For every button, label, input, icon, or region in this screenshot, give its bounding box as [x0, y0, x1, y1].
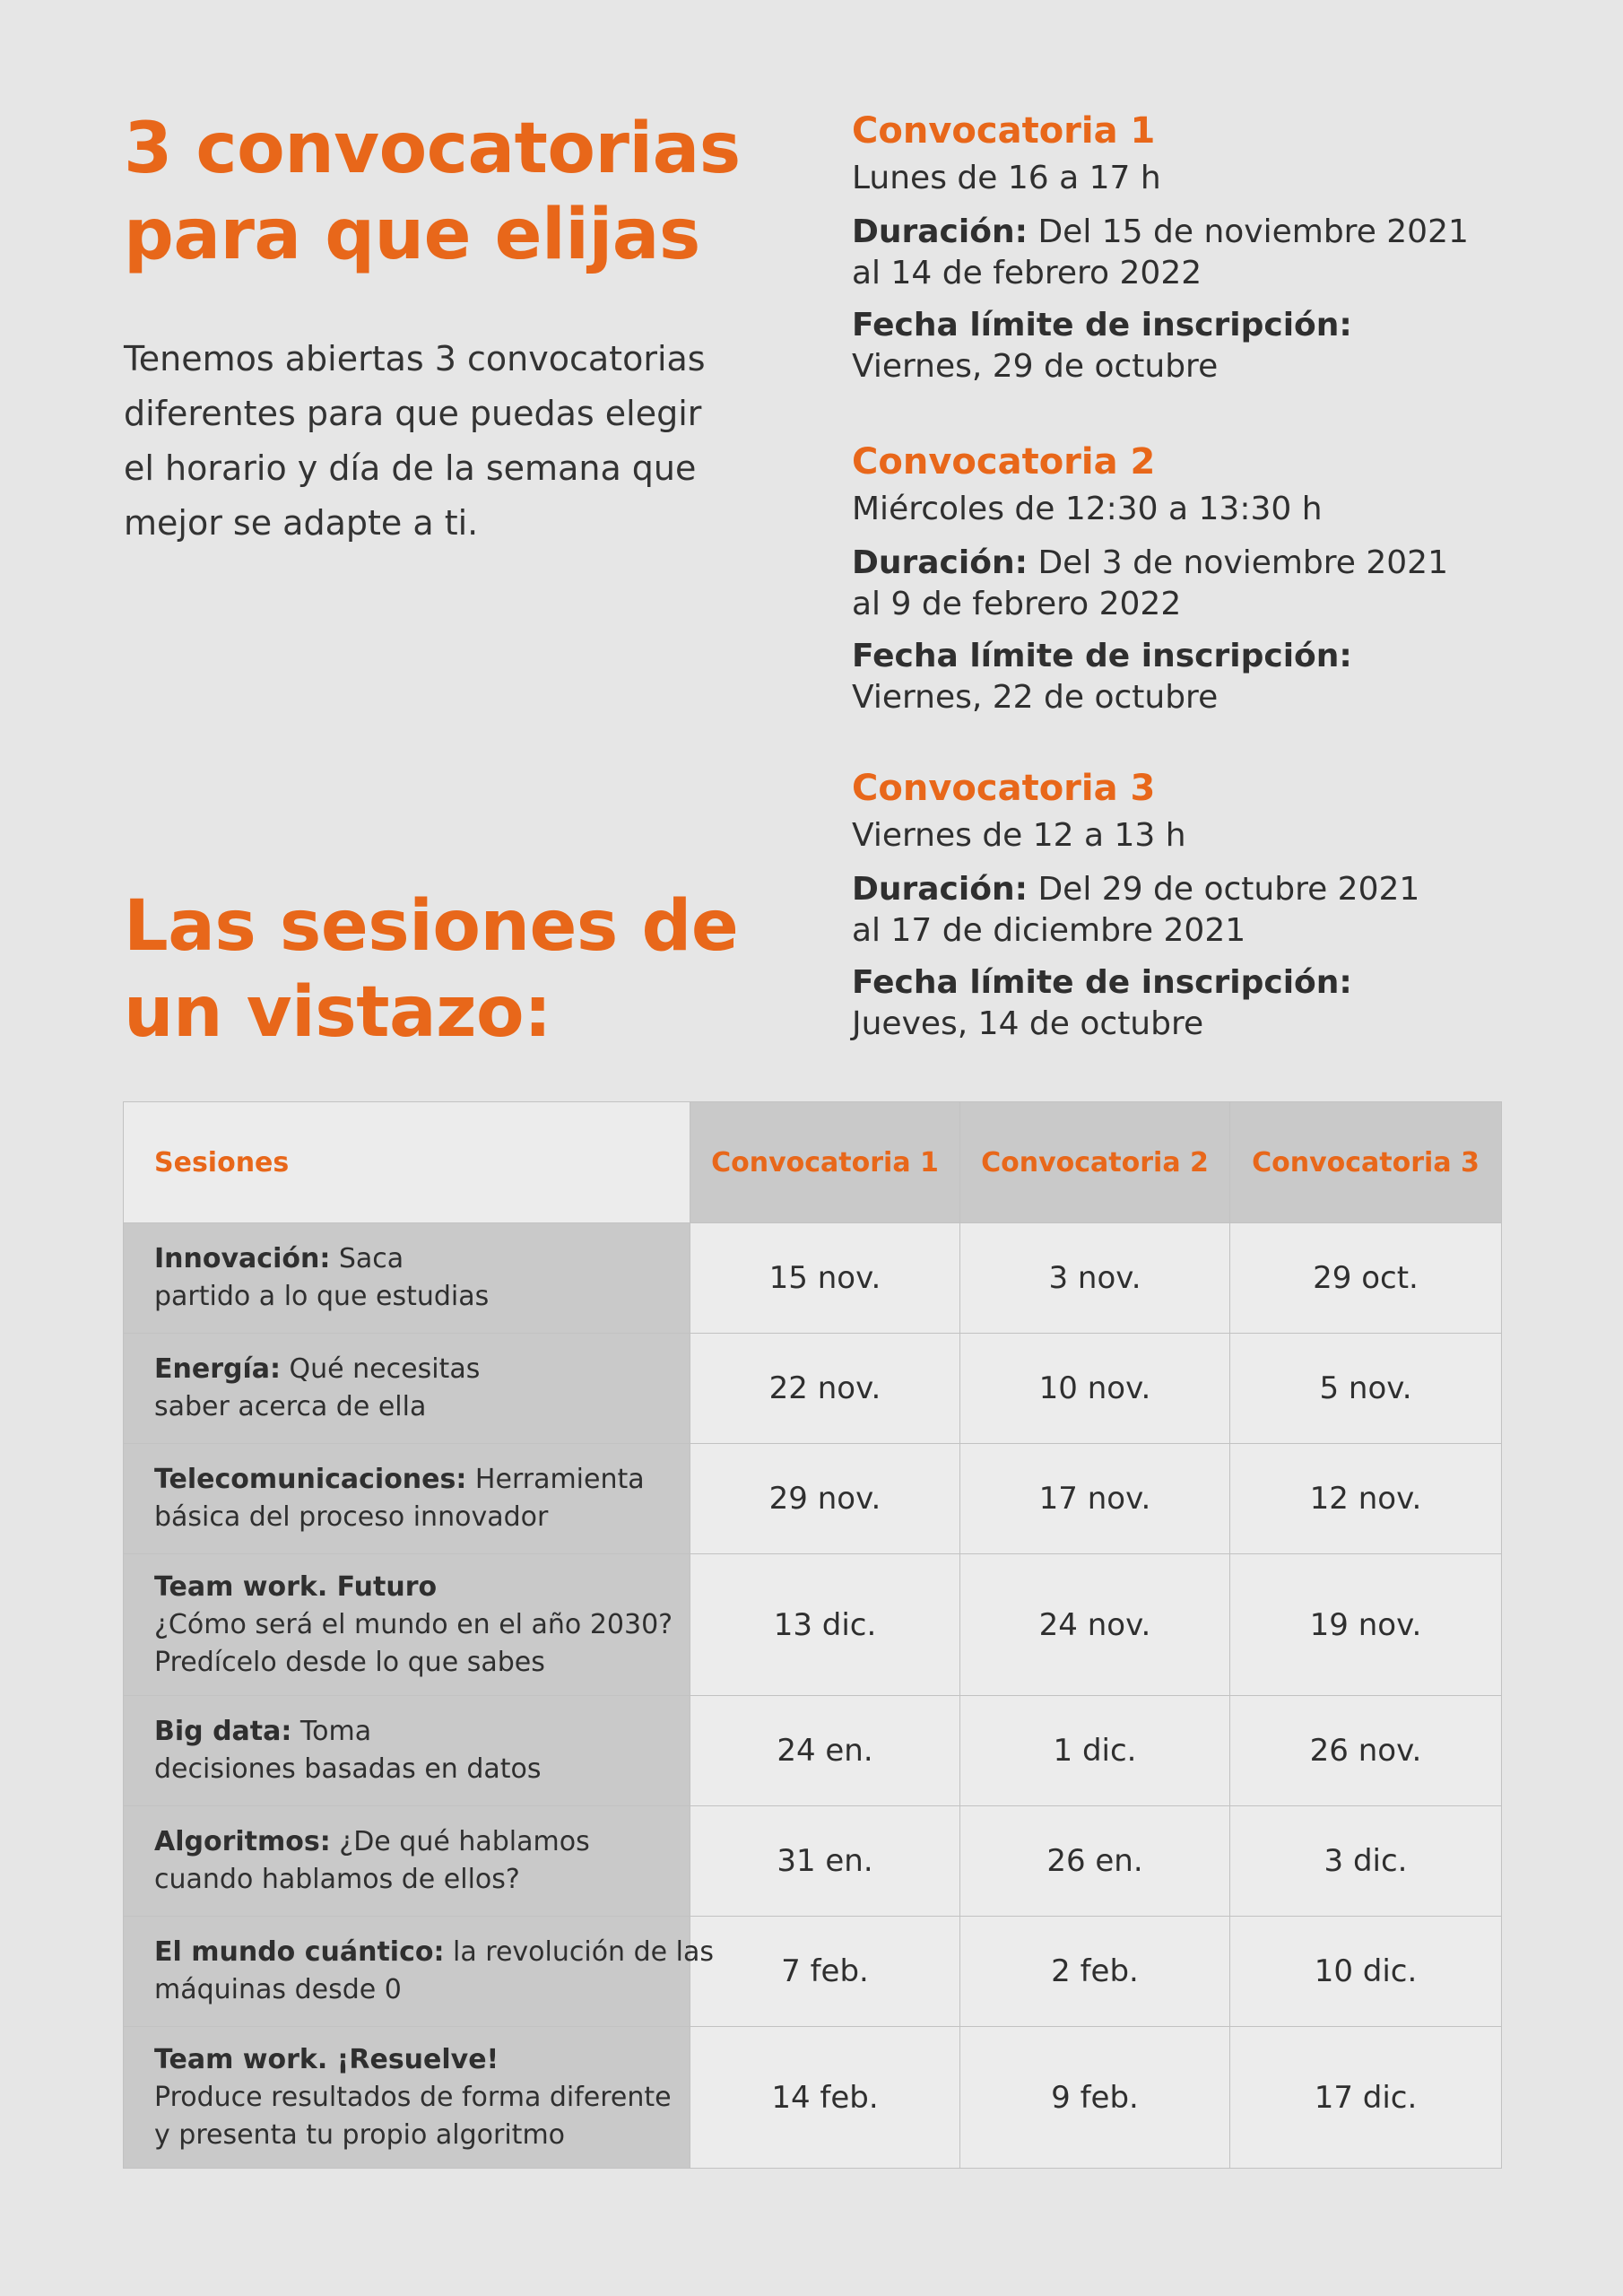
column-header-sessions: Sesiones [124, 1102, 690, 1223]
title-line: Las sesiones de [124, 886, 739, 967]
duration-label: Duración: [852, 871, 1028, 908]
table-row [124, 1696, 1502, 1806]
convocatoria-2-block [852, 437, 1587, 729]
date-cell: 14 feb. [690, 2027, 960, 2169]
session-text: la revolución de las [453, 1936, 714, 1968]
convocatoria-duration [852, 212, 1587, 294]
intro-line: Tenemos abiertas 3 convocatorias [124, 339, 706, 378]
deadline-label: Fecha límite de inscripción: [852, 964, 1352, 1001]
deadline-text: Jueves, 14 de octubre [852, 1005, 1204, 1042]
session-text: ¿Cómo será el mundo en el año 2030? [154, 1608, 673, 1640]
session-text: partido a lo que estudias [154, 1281, 490, 1312]
session-name-cell [124, 1444, 690, 1554]
date-cell: 17 dic. [1230, 2027, 1502, 2169]
table-row [124, 1223, 1502, 1334]
duration-text: Del 15 de noviembre 2021 [1037, 213, 1469, 250]
date-cell: 24 nov. [960, 1554, 1230, 1696]
intro-line: diferentes para que puedas elegir [124, 394, 702, 433]
deadline-text: Viernes, 29 de octubre [852, 348, 1219, 385]
intro-text [124, 332, 787, 551]
title-line: para que elijas [124, 195, 700, 275]
deadline-text: Viernes, 22 de octubre [852, 679, 1219, 716]
session-text: Qué necesitas [289, 1353, 481, 1385]
table-row [124, 1806, 1502, 1917]
column-header-convocatoria-2: Convocatoria 2 [960, 1102, 1230, 1223]
date-cell: 26 en. [960, 1806, 1230, 1917]
convocatoria-schedule: Miércoles de 12:30 a 13:30 h [852, 491, 1323, 527]
date-cell: 19 nov. [1230, 1554, 1502, 1696]
table-row [124, 1444, 1502, 1554]
table-row [124, 1554, 1502, 1696]
title-line: 3 convocatorias [124, 109, 741, 189]
duration-text: al 9 de febrero 2022 [852, 586, 1182, 622]
convocatoria-deadline [852, 305, 1587, 387]
date-cell: 22 nov. [690, 1334, 960, 1444]
deadline-label: Fecha límite de inscripción: [852, 638, 1352, 674]
date-cell: 10 nov. [960, 1334, 1230, 1444]
session-name-cell [124, 2027, 690, 2169]
date-cell: 13 dic. [690, 1554, 960, 1696]
session-bold: Energía: [154, 1353, 281, 1385]
session-name-cell [124, 1806, 690, 1917]
session-bold: Algoritmos: [154, 1826, 331, 1857]
date-cell: 9 feb. [960, 2027, 1230, 2169]
table-header-row [124, 1102, 1502, 1223]
date-cell: 31 en. [690, 1806, 960, 1917]
session-text: Produce resultados de forma diferente [154, 2081, 672, 2113]
deadline-label: Fecha límite de inscripción: [852, 307, 1352, 344]
date-cell: 17 nov. [960, 1444, 1230, 1554]
convocatoria-deadline [852, 636, 1587, 718]
title-line: un vistazo: [124, 972, 551, 1053]
date-cell: 29 nov. [690, 1444, 960, 1554]
date-cell: 15 nov. [690, 1223, 960, 1334]
session-text: ¿De qué hablamos [339, 1826, 590, 1857]
date-cell: 7 feb. [690, 1917, 960, 2027]
convocatoria-deadline [852, 962, 1587, 1045]
session-text: Toma [299, 1716, 372, 1747]
table-row [124, 2027, 1502, 2169]
session-name-cell [124, 1223, 690, 1334]
session-name-cell [124, 1334, 690, 1444]
convocatoria-duration [852, 869, 1587, 952]
convocatoria-title: Convocatoria 3 [852, 768, 1156, 809]
session-bold: Team work. Futuro [154, 1570, 438, 1603]
session-text: Predícelo desde lo que sabes [154, 1646, 545, 1678]
session-text: básica del proceso innovador [154, 1501, 549, 1533]
session-text: saber acerca de ella [154, 1391, 427, 1422]
convocatoria-1-block [852, 106, 1587, 398]
sessions-table [123, 1101, 1502, 2169]
intro-line: el horario y día de la semana que [124, 448, 697, 488]
convocatoria-title: Convocatoria 1 [852, 110, 1156, 152]
convocatoria-schedule: Viernes de 12 a 13 h [852, 817, 1186, 854]
date-cell: 12 nov. [1230, 1444, 1502, 1554]
session-name-cell [124, 1917, 714, 2027]
sessions-title [124, 883, 738, 1056]
duration-text: Del 3 de noviembre 2021 [1037, 544, 1448, 581]
session-bold: Innovación: [154, 1243, 331, 1274]
convocatoria-title: Convocatoria 2 [852, 441, 1156, 483]
date-cell: 24 en. [690, 1696, 960, 1806]
date-cell: 3 nov. [960, 1223, 1230, 1334]
date-cell: 29 oct. [1230, 1223, 1502, 1334]
page-title [124, 106, 741, 278]
date-cell: 2 feb. [960, 1917, 1230, 2027]
date-cell: 5 nov. [1230, 1334, 1502, 1444]
session-bold: Telecomunicaciones: [154, 1464, 467, 1495]
session-name-cell [124, 1696, 690, 1806]
duration-label: Duración: [852, 544, 1028, 581]
duration-text: al 14 de febrero 2022 [852, 255, 1202, 291]
intro-line: mejor se adapte a ti. [124, 503, 479, 543]
session-text: Herramienta [474, 1464, 645, 1495]
convocatoria-duration [852, 543, 1587, 625]
date-cell: 26 nov. [1230, 1696, 1502, 1806]
session-text: Saca [338, 1243, 404, 1274]
date-cell: 10 dic. [1230, 1917, 1502, 2027]
date-cell: 3 dic. [1230, 1806, 1502, 1917]
table-row [124, 1917, 1502, 2027]
column-header-convocatoria-3: Convocatoria 3 [1230, 1102, 1502, 1223]
session-text: y presenta tu propio algoritmo [154, 2118, 566, 2151]
date-cell: 1 dic. [960, 1696, 1230, 1806]
column-header-convocatoria-1: Convocatoria 1 [690, 1102, 960, 1223]
session-bold: Big data: [154, 1716, 292, 1747]
convocatoria-3-block [852, 763, 1587, 1056]
session-text: máquinas desde 0 [154, 1974, 402, 2005]
table-row [124, 1334, 1502, 1444]
duration-label: Duración: [852, 213, 1028, 250]
duration-text: al 17 de diciembre 2021 [852, 912, 1246, 949]
session-name-cell [124, 1554, 690, 1696]
session-text: cuando hablamos de ellos? [154, 1864, 520, 1895]
duration-text: Del 29 de octubre 2021 [1037, 871, 1420, 908]
session-bold: El mundo cuántico: [154, 1936, 445, 1968]
session-bold: Team work. ¡Resuelve! [154, 2043, 499, 2075]
convocatoria-schedule: Lunes de 16 a 17 h [852, 160, 1161, 196]
session-text: decisiones basadas en datos [154, 1753, 542, 1785]
